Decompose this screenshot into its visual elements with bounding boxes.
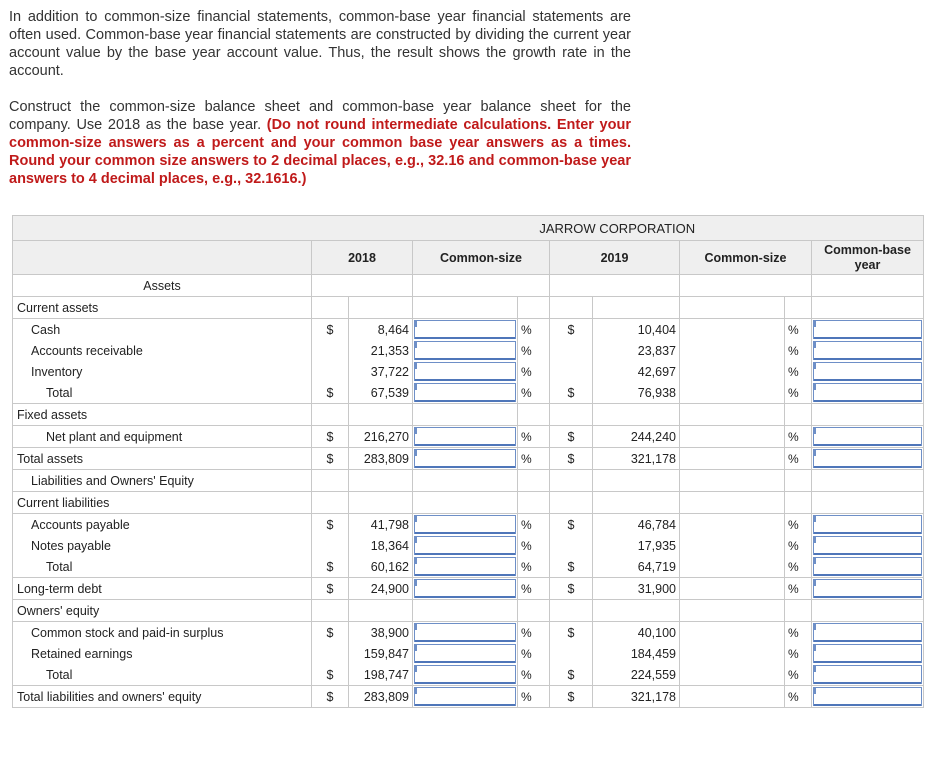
percent-sign: % [785,686,812,708]
dollar-sign: $ [550,382,593,404]
common-size-2018-input[interactable] [413,340,517,361]
header-common-base-year: Common-base year [812,241,924,275]
table-row-total-liabilities-equity [13,686,924,708]
common-base-year-input[interactable] [812,426,923,447]
table-row-owners-equity-total [13,664,924,686]
row-label: Current liabilities [13,492,312,514]
value-2019: 23,837 [593,340,680,361]
value-2018: 37,722 [349,361,413,382]
value-2019: 17,935 [593,535,680,556]
dollar-sign: $ [550,578,593,600]
percent-sign: % [785,319,812,341]
value-2019: 76,938 [593,382,680,404]
assets-label: Assets [13,275,312,297]
common-size-2018-input[interactable] [413,686,517,707]
rounding-instructions: (Do not round intermediate calculations. Enter your common-size answers as a percent and your common base year answers as a times. Round your common size answers to 2 decimal places, e.g., 32.16 and common-base year answers to 4 decimal places, e.g., 32.1616.) [9,117,631,187]
value-2019: 46,784 [593,514,680,536]
dollar-sign: $ [312,622,349,644]
value-2019: 184,459 [593,643,680,664]
percent-sign: % [518,361,550,382]
dollar-sign: $ [550,514,593,536]
table-row-notes-payable [13,535,924,556]
table-row-net-plant [13,426,924,448]
table-row-current-assets-total [13,382,924,404]
assets-header-row [13,275,924,297]
percent-sign: % [785,664,812,686]
percent-sign: % [518,578,550,600]
dollar-sign: $ [312,382,349,404]
table-row-accounts-receivable [13,340,924,361]
intro-paragraph: In addition to common-size financial statements, common-base year financial statements are often used. Common-base year financial statements are constructed by dividing the current year account value by the base year account value. Thus, the result shows the growth rate in the account. [9,9,631,79]
table-row-current-liabilities-total [13,556,924,578]
row-label: Owners' equity [13,600,312,622]
common-size-2018-input[interactable] [413,514,517,535]
instructions [9,8,631,188]
common-base-year-input[interactable] [812,556,923,577]
row-label: Notes payable [13,535,312,556]
value-2019: 64,719 [593,556,680,578]
dollar-sign: $ [312,514,349,536]
percent-sign: % [785,514,812,536]
row-label: Fixed assets [13,404,312,426]
row-label: Accounts payable [13,514,312,536]
percent-sign: % [518,686,550,708]
section-owners-equity [13,600,924,622]
common-base-year-input[interactable] [812,514,923,535]
common-size-2018-input[interactable] [413,382,517,403]
common-size-2018-input[interactable] [413,664,517,685]
common-base-year-input[interactable] [812,643,923,664]
common-size-2018-input[interactable] [413,448,517,469]
row-label: Long-term debt [13,578,312,600]
company-title: JARROW CORPORATION [312,216,924,241]
dollar-sign: $ [312,686,349,708]
row-label: Inventory [13,361,312,382]
common-size-2018-input[interactable] [413,556,517,577]
percent-sign: % [518,448,550,470]
row-label: Total [13,382,312,404]
percent-sign: % [785,535,812,556]
percent-sign: % [518,426,550,448]
dollar-sign: $ [312,448,349,470]
value-2019: 40,100 [593,622,680,644]
common-size-2018-input[interactable] [413,578,517,599]
row-label: Cash [13,319,312,341]
common-size-2018-input[interactable] [413,622,517,643]
value-2019: 42,697 [593,361,680,382]
value-2018: 198,747 [349,664,413,686]
common-base-year-input[interactable] [812,361,923,382]
dollar-sign: $ [550,426,593,448]
value-2018: 67,539 [349,382,413,404]
dollar-sign: $ [312,578,349,600]
percent-sign: % [518,622,550,644]
table-row-long-term-debt [13,578,924,600]
percent-sign: % [785,622,812,644]
common-base-year-input[interactable] [812,664,923,685]
value-2018: 283,809 [349,686,413,708]
percent-sign: % [518,556,550,578]
common-base-year-input[interactable] [812,382,923,403]
row-label: Total liabilities and owners' equity [13,686,312,708]
dollar-sign: $ [312,319,349,341]
dollar-sign: $ [550,664,593,686]
value-2018: 38,900 [349,622,413,644]
table-row-total-assets [13,448,924,470]
percent-sign: % [518,340,550,361]
percent-sign: % [785,361,812,382]
value-2018: 41,798 [349,514,413,536]
dollar-sign: $ [550,686,593,708]
common-base-year-input[interactable] [812,340,923,361]
percent-sign: % [785,340,812,361]
header-2019: 2019 [550,241,680,275]
common-size-2018-input[interactable] [413,426,517,447]
value-2018: 283,809 [349,448,413,470]
dollar-sign: $ [312,426,349,448]
percent-sign: % [785,643,812,664]
table-row-inventory [13,361,924,382]
table-row-cash [13,319,924,341]
task-text: Construct the common-size balance sheet and common-base year balance sheet for the company. Use 2018 as the base year. [9,99,631,133]
value-2018: 18,364 [349,535,413,556]
dollar-sign: $ [550,319,593,341]
row-label: Total [13,556,312,578]
value-2019: 31,900 [593,578,680,600]
dollar-sign: $ [312,664,349,686]
percent-sign: % [518,514,550,536]
row-label: Total assets [13,448,312,470]
common-base-year-input[interactable] [812,622,923,643]
section-fixed-assets [13,404,924,426]
section-liabilities-equity [13,470,924,492]
value-2019: 10,404 [593,319,680,341]
common-base-year-input[interactable] [812,319,923,340]
value-2018: 21,353 [349,340,413,361]
table-row-retained-earnings [13,643,924,664]
row-label: Common stock and paid-in surplus [13,622,312,644]
percent-sign: % [785,382,812,404]
row-label: Liabilities and Owners' Equity [13,470,312,492]
header-common-size-2018: Common-size [413,241,550,275]
dollar-sign: $ [312,556,349,578]
value-2019: 321,178 [593,448,680,470]
section-current-liabilities [13,492,924,514]
dollar-sign: $ [550,622,593,644]
row-label: Total [13,664,312,686]
percent-sign: % [785,578,812,600]
value-2018: 24,900 [349,578,413,600]
column-header-row [13,241,924,275]
common-size-2018-input[interactable] [413,319,517,340]
row-label: Net plant and equipment [13,426,312,448]
section-current-assets [13,297,924,319]
percent-sign: % [518,382,550,404]
dollar-sign: $ [550,448,593,470]
value-2018: 60,162 [349,556,413,578]
common-size-2018-input[interactable] [413,535,517,556]
common-size-2018-input[interactable] [413,361,517,382]
header-common-size-2019: Common-size [680,241,812,275]
common-size-2018-input[interactable] [413,643,517,664]
common-base-year-input[interactable] [812,578,923,599]
balance-sheet-table [12,215,924,708]
table-title-row [13,216,924,241]
row-label: Retained earnings [13,643,312,664]
common-base-year-input[interactable] [812,535,923,556]
value-2018: 216,270 [349,426,413,448]
percent-sign: % [785,556,812,578]
value-2018: 8,464 [349,319,413,341]
dollar-sign: $ [550,556,593,578]
percent-sign: % [518,664,550,686]
common-base-year-input[interactable] [812,686,923,707]
value-2019: 321,178 [593,686,680,708]
percent-sign: % [518,535,550,556]
value-2019: 244,240 [593,426,680,448]
value-2019: 224,559 [593,664,680,686]
percent-sign: % [518,319,550,341]
table-row-accounts-payable [13,514,924,536]
value-2018: 159,847 [349,643,413,664]
percent-sign: % [785,426,812,448]
table-row-common-stock [13,622,924,644]
row-label: Accounts receivable [13,340,312,361]
percent-sign: % [518,643,550,664]
percent-sign: % [785,448,812,470]
header-2018: 2018 [312,241,413,275]
task-paragraph [9,98,631,188]
common-base-year-input[interactable] [812,448,923,469]
row-label: Current assets [13,297,312,319]
